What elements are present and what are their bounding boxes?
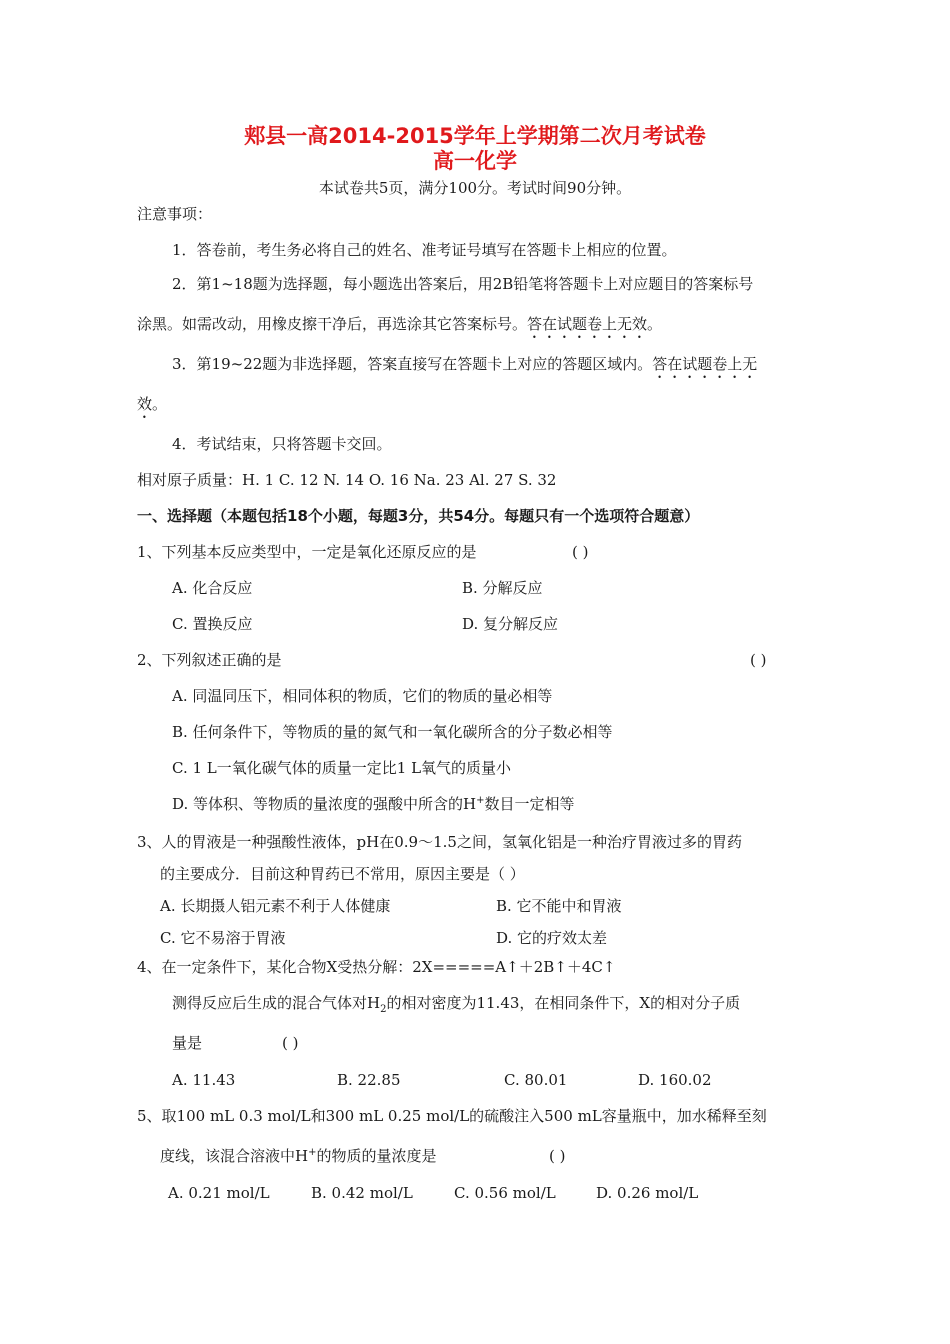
q3-option-d: D. 它的疗效太差: [496, 929, 608, 947]
notes-heading: 注意事项：: [137, 205, 213, 223]
q1-option-c: C. 置换反应: [172, 615, 253, 633]
q2-answer-paren: ( ): [750, 651, 767, 669]
q4-stem-sub: 2: [380, 1004, 387, 1015]
q5-stem-line2: [160, 1146, 437, 1166]
q2-option-a: A. 同温同压下，相同体积的物质，它们的物质的量必相等: [172, 687, 553, 705]
note-3-line1: [172, 354, 757, 382]
q5-option-c: C. 0.56 mol/L: [454, 1184, 556, 1202]
q5-stem-end: 的物质的量浓度是: [316, 1147, 437, 1165]
q2-option-d-text: D. 等体积、等物质的量浓度的强酸中所含的H: [172, 795, 477, 813]
q1-stem: 1、下列基本反应类型中，一定是氧化还原反应的是: [137, 543, 477, 561]
note-2-line1: 2．第1~18题为选择题，每小题选出答案后，用2B铅笔将答题卡上对应题目的答案标号: [172, 275, 754, 293]
q4-answer-paren: ( ): [282, 1034, 299, 1052]
note-3-emphasis-end: 效: [137, 395, 153, 413]
note-1: 1．答卷前，考生务必将自己的姓名、准考证号填写在答题卡上相应的位置。: [172, 241, 677, 259]
q4-stem-text: 测得反应后生成的混合气体对H: [172, 994, 381, 1012]
q5-stem-text: 度线，该混合溶液中H: [160, 1147, 309, 1165]
note-2-emphasis: 答在试题卷上无效: [527, 315, 648, 333]
q3-stem-line2: 的主要成分．目前这种胃药已不常用，原因主要是（ ）: [160, 865, 525, 883]
q2-option-b: B. 任何条件下，等物质的量的氮气和一氧化碳所含的分子数必相等: [172, 723, 613, 741]
note-2-end: 。: [647, 315, 663, 333]
q1-answer-paren: ( ): [572, 543, 589, 561]
q2-option-c: C. 1 L一氧化碳气体的质量一定比1 L氧气的质量小: [172, 759, 512, 777]
note-3-end: 。: [152, 395, 168, 413]
q5-answer-paren: ( ): [549, 1147, 566, 1165]
q4-stem-line1: 4、在一定条件下，某化合物X受热分解：2X=====A↑＋2B↑＋4C↑: [137, 958, 616, 976]
q4-option-c: C. 80.01: [504, 1071, 568, 1089]
note-4: 4．考试结束，只将答题卡交回。: [172, 435, 392, 453]
q3-option-b: B. 它不能中和胃液: [496, 897, 622, 915]
subject-title: 高一化学: [433, 149, 517, 173]
note-2-line2: [137, 314, 662, 342]
note-3-emphasis: 答在试题卷上无: [652, 355, 758, 373]
q4-stem-end: 的相对密度为11.43，在相同条件下，X的相对分子质: [386, 994, 741, 1012]
q5-stem-line1: 5、取100 mL 0.3 mol/L和300 mL 0.25 mol/L的硫酸注入500 mL容量瓶中，加水稀释至刻: [137, 1107, 767, 1125]
section-1-heading: 一、选择题（本题包括18个小题，每题3分，共54分。每题只有一个选项符合题意）: [137, 507, 700, 525]
exam-title: 郏县一高2014-2015学年上学期第二次月考试卷: [244, 124, 706, 148]
note-3-line2: [137, 394, 167, 422]
q3-stem-line1: 3、人的胃液是一种强酸性液体，pH在0.9～1.5之间，氢氧化铝是一种治疗胃液过多的胃药: [137, 833, 742, 851]
note-3-text: 3．第19~22题为非选择题，答案直接写在答题卡上对应的答题区域内。: [172, 355, 653, 373]
q4-stem-line2: [172, 993, 740, 1013]
q4-option-b: B. 22.85: [337, 1071, 401, 1089]
q4-option-a: A. 11.43: [172, 1071, 236, 1089]
q1-option-b: B. 分解反应: [462, 579, 543, 597]
q4-option-d: D. 160.02: [638, 1071, 712, 1089]
exam-info: 本试卷共5页，满分100分。考试时间90分钟。: [318, 179, 632, 197]
q5-option-b: B. 0.42 mol/L: [311, 1184, 413, 1202]
atomic-mass-line: 相对原子质量：H. 1 C. 12 N. 14 O. 16 Na. 23 Al. 27 S. 32: [137, 471, 557, 489]
q4-stem-line3: 量是: [172, 1034, 203, 1052]
q5-option-d: D. 0.26 mol/L: [596, 1184, 699, 1202]
q2-option-d: [172, 794, 575, 814]
q1-option-a: A. 化合反应: [172, 579, 253, 597]
q1-option-d: D. 复分解反应: [462, 615, 559, 633]
q5-stem-sup: +: [308, 1147, 317, 1158]
note-2-text: 涂黑。如需改动，用橡皮擦干净后，再选涂其它答案标号。: [137, 315, 528, 333]
q2-option-d-sup: +: [476, 795, 485, 806]
q2-stem: 2、下列叙述正确的是: [137, 651, 282, 669]
q2-option-d-end: 数目一定相等: [484, 795, 575, 813]
q3-option-a: A. 长期摄人铝元素不利于人体健康: [160, 897, 391, 915]
q3-option-c: C. 它不易溶于胃液: [160, 929, 286, 947]
q5-option-a: A. 0.21 mol/L: [168, 1184, 270, 1202]
